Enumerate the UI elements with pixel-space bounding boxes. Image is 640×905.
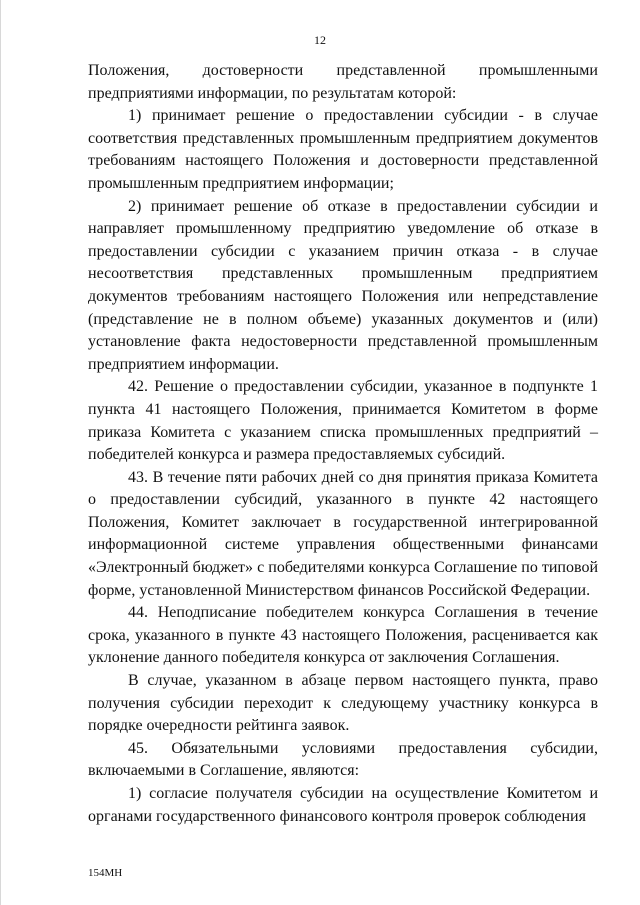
paragraph-subitem-1: 1) принимает решение о предоставлении субсидии - в случае соответствия представленных промышленным предприятием документов требованиям настоящего Положения и достоверности представленной промышленным предприятием информации; (88, 107, 598, 192)
paragraph-44: 44. Неподписание победителем конкурса Соглашения в течение срока, указанного в пункте 43 настоящего Положения, расценивается как уклонение данного победителя конкурса от заключения Соглашения. (88, 604, 598, 667)
paragraph-42: 42. Решение о предоставлении субсидии, указанное в подпункте 1 пункта 41 настоящего Положения, принимается Комитетом в форме приказа Комитета с указанием списка промышленных предприятий – победителей конкурса и размера предоставляемых субсидий. (88, 378, 598, 464)
document-code: 154МН (88, 867, 123, 879)
page-number: 12 (314, 33, 326, 47)
paragraph-continuation: Положения, достоверности представленной промышленными предприятиями информации, по результатам которой: (88, 62, 598, 102)
paragraph-45: 45. Обязательными условиями предоставления субсидии, включаемыми в Соглашение, являются: (88, 739, 598, 780)
paragraph-43: 43. В течение пяти рабочих дней со дня принятия приказа Комитета о предоставлении субсидий, указанного в пункте 42 настоящего Положения, Комитет заключает в государственной интегрированной информационной системе управления общественными финансами «Электронный бюджет» с победителями конкурса Соглашение по типовой форме, установленной Министерством финансов Российской Федерации. (88, 468, 598, 599)
paragraph-subitem-2: 2) принимает решение об отказе в предоставлении субсидии и направляет промышленному предприятию уведомление об отказе в предоставлении субсидии с указанием причин отказа - в случае несоответствия представленных промышленным предприятием документов требованиям настоящего Положения или непредставление (представление не в полном объеме) указанных документов и (или) установление факта недостоверности представленной промышленным предприятием информации. (88, 197, 598, 373)
paragraph-44-second: В случае, указанном в абзаце первом настоящего пункта, право получения субсидии переходит к следующему участнику конкурса в порядке очередности рейтинга заявок. (88, 672, 598, 735)
document-body (88, 60, 598, 828)
paragraph-45-subitem-1: 1) согласие получателя субсидии на осуществление Комитетом и органами государственного финансового контроля проверок соблюдения (88, 785, 598, 825)
scan-edge-line (0, 0, 1, 905)
